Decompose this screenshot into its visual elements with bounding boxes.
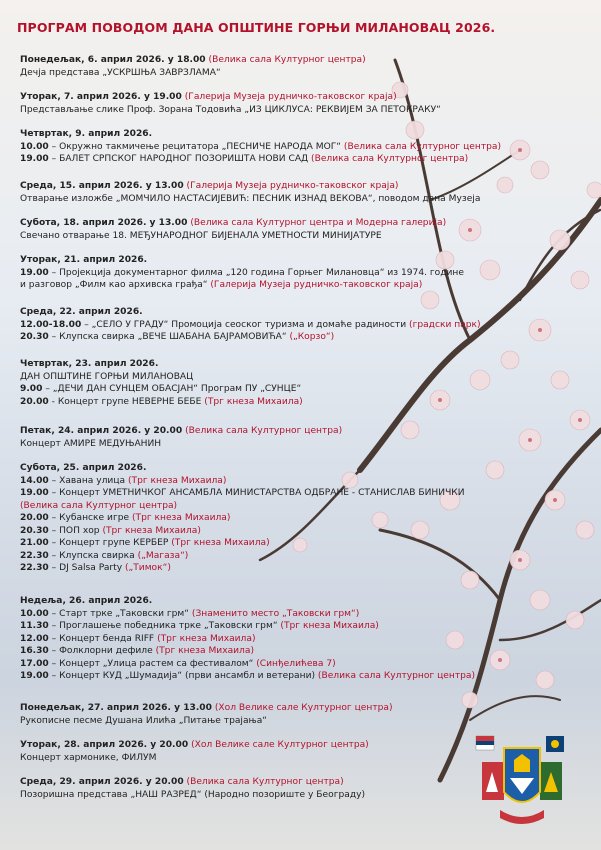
- event-heading: [20, 128, 501, 141]
- event-line: [20, 487, 465, 500]
- event-date: Субота, 25. април 2026.: [20, 463, 147, 473]
- event-line: [20, 438, 342, 451]
- event-line: [20, 67, 366, 80]
- event-description: – Хавана улица: [48, 475, 126, 486]
- event-line: [20, 141, 501, 154]
- event-description: – ПОП хор: [48, 525, 100, 536]
- event-heading: [20, 425, 342, 438]
- event-block: [20, 358, 303, 408]
- event-time: 20.30: [20, 525, 49, 536]
- event-location: („Магаза“): [134, 550, 189, 561]
- event-location: (Галерија Музеја рудничко-таковског краја): [183, 181, 399, 191]
- event-location: (Синђелићева 7): [253, 658, 336, 669]
- event-location: (Трг кнеза Михаила): [129, 513, 231, 523]
- event-description: – Проглашење победника трке „Таковски грм“: [48, 621, 278, 631]
- event-line: [20, 193, 480, 206]
- event-description: Рукописне песме Душана Илића „Питање трајања“: [20, 715, 267, 726]
- event-time: 19.00: [20, 671, 49, 681]
- event-location: (Знаменито место „Таковски грм“): [189, 608, 360, 619]
- event-description: – Концерт групе КЕРБЕР: [48, 538, 169, 548]
- event-description: Отварање изложбе „МОМЧИЛО НАСТАСИЈЕВИЋ: ПЕСНИК ИЗНАД ВЕКОВА“, поводом дана Музеја: [20, 193, 481, 204]
- event-location: (Трг кнеза Михаила): [99, 525, 201, 536]
- event-date: Уторак, 28. април 2026. у 20.00: [20, 740, 189, 750]
- event-time: 14.00: [20, 475, 49, 486]
- event-description: – Концерт КУД „Шумадија“ (први ансамбл и ветерани): [48, 671, 316, 681]
- event-description: и разговор „Филм као архивска грађа“: [20, 280, 208, 290]
- event-time: 20.00: [20, 396, 49, 407]
- event-block: [20, 776, 365, 801]
- event-date: Уторак, 7. април 2026. у 19.00: [20, 92, 182, 102]
- event-line: [20, 230, 446, 243]
- event-line: [20, 331, 481, 344]
- event-location: (Велика сала Културног центра и Модерна галерија): [187, 218, 447, 228]
- event-description: – БАЛЕТ СРПСКОГ НАРОДНОГ ПОЗОРИШТА НОВИ САД: [48, 154, 309, 164]
- event-description: – Кубанске игре: [48, 513, 130, 523]
- event-line: [20, 104, 441, 117]
- event-description: Позоришна представа „НАШ РАЗРЕД“ (Народно позориште у Београду): [20, 789, 366, 800]
- event-location: (Хол Велике сале Културног центра): [188, 740, 369, 750]
- event-heading: [20, 776, 365, 789]
- event-time: 11.30: [20, 621, 49, 631]
- event-block: [20, 91, 441, 116]
- event-date: Четвртак, 9. април 2026.: [20, 129, 153, 139]
- event-description: – „ДЕЧИ ДАН СУНЦЕМ ОБАСЈАН“ Програм ПУ „СУНЦЕ“: [42, 384, 302, 394]
- event-location: (Велика сала Културног центра): [183, 777, 344, 787]
- event-time: 12.00-18.00: [20, 319, 82, 330]
- event-location: („Корзо“): [286, 332, 335, 342]
- event-location: (Трг кнеза Михаила): [201, 396, 303, 407]
- event-block: [20, 462, 465, 575]
- event-location: (Галерија Музеја рудничко-таковског краја): [181, 92, 397, 102]
- event-description: - Концерт групе НЕВЕРНЕ БЕБЕ: [48, 396, 202, 407]
- event-location: (Велика сала Културног центра): [341, 141, 502, 152]
- event-description: Дечја представа „УСКРШЊА ЗАВРЗЛАМА“: [20, 67, 221, 78]
- event-heading: [20, 595, 475, 608]
- event-description: ДАН ОПШТИНЕ ГОРЊИ МИЛАНОВАЦ: [20, 371, 194, 382]
- event-block: [20, 702, 393, 727]
- event-date: Среда, 22. април 2026.: [20, 307, 143, 317]
- event-line: [20, 537, 465, 550]
- event-block: [20, 54, 366, 79]
- event-block: [20, 180, 480, 205]
- event-line: [20, 267, 464, 280]
- event-heading: [20, 739, 369, 752]
- event-date: Понедељак, 27. април 2026. у 13.00: [20, 703, 212, 713]
- event-description: Концерт АМИРЕ МЕДУЊАНИН: [20, 438, 162, 449]
- event-location: (Трг кнеза Михаила): [125, 475, 227, 486]
- event-line: [20, 645, 475, 658]
- event-heading: [20, 254, 464, 267]
- event-line: [20, 715, 393, 728]
- event-description: – Концерт бенда RIFF: [48, 633, 155, 644]
- event-location: (Велика сала Културног центра): [182, 426, 343, 436]
- event-location: (Трг кнеза Михаила): [277, 621, 379, 631]
- event-time: 22.30: [20, 550, 49, 561]
- event-location: (Галерија Музеја рудничко-таковског краја): [207, 280, 423, 290]
- event-description: – Старт трке „Таковски грм“: [48, 608, 189, 619]
- event-date: Понедељак, 6. април 2026. у 18.00: [20, 55, 206, 65]
- event-heading: [20, 180, 480, 193]
- event-description: Представљање слике Проф. Зорана Тодовића „ИЗ ЦИКЛУСА: РЕКВИЈЕМ ЗА ПЕТОКРАКУ“: [20, 104, 441, 115]
- event-heading: [20, 306, 481, 319]
- event-line: [20, 319, 481, 332]
- event-time: 21.00: [20, 538, 49, 548]
- event-line: [20, 512, 465, 525]
- event-line: [20, 371, 303, 384]
- event-block: [20, 128, 501, 166]
- event-line: [20, 383, 303, 396]
- event-line: [20, 658, 475, 671]
- page-title: ПРОГРАМ ПОВОДОМ ДАНА ОПШТИНЕ ГОРЊИ МИЛАНОВАЦ 2026.: [17, 20, 496, 35]
- event-line: [20, 550, 465, 563]
- event-description: – Пројекција документарног филма „120 година Горњег Милановца“ из 1974. године: [48, 267, 464, 278]
- event-description: – Окружно такмичење рецитатора „ПЕСНИЧЕ НАРОДА МОГ“: [48, 141, 342, 152]
- event-date: Недеља, 26. април 2026.: [20, 596, 153, 606]
- event-line: [20, 475, 465, 488]
- event-time: 10.00: [20, 608, 49, 619]
- event-heading: [20, 91, 441, 104]
- event-heading: [20, 54, 366, 67]
- event-location: (Трг кнеза Михаила): [168, 538, 270, 548]
- event-line: [20, 633, 475, 646]
- event-heading: [20, 462, 465, 475]
- event-description: – DJ Salsa Party: [48, 563, 123, 573]
- event-time: 19.00: [20, 267, 49, 278]
- event-time: 17.00: [20, 658, 49, 669]
- event-description: – Фолклорни дефиле: [48, 646, 153, 656]
- event-block: [20, 425, 342, 450]
- event-location: (Трг кнеза Михаила): [152, 646, 254, 656]
- event-date: Среда, 15. април 2026. у 13.00: [20, 181, 184, 191]
- event-time: 9.00: [20, 384, 43, 394]
- event-description: – Концерт УМЕТНИЧКОГ АНСАМБЛА МИНИСТАРСТВА ОДБРАНЕ - СТАНИСЛАВ БИНИЧКИ: [48, 488, 465, 498]
- event-time: 12.00: [20, 633, 49, 644]
- event-heading: [20, 358, 303, 371]
- event-line: [20, 562, 465, 575]
- event-location: (Велика сала Културног центра): [315, 671, 476, 681]
- event-heading: [20, 217, 446, 230]
- event-location: (Велика сала Културног центра): [308, 154, 469, 164]
- event-time: 16.30: [20, 646, 49, 656]
- event-time: 22.30: [20, 563, 49, 573]
- event-description: – Клупска свирка: [48, 550, 135, 561]
- event-time: 20.00: [20, 513, 49, 523]
- event-line: [20, 279, 464, 292]
- event-time: 19.00: [20, 488, 49, 498]
- event-description: Концерт хармонике, ФИЛУМ: [20, 752, 157, 763]
- event-line: [20, 608, 475, 621]
- event-description: – Клупска свирка „ВЕЧЕ ШАБАНА БАЈРАМОВИЋА“: [48, 332, 287, 342]
- event-heading: [20, 702, 393, 715]
- event-line: [20, 789, 365, 802]
- event-block: [20, 595, 475, 683]
- event-location: (Хол Велике сале Културног центра): [211, 703, 393, 713]
- event-location: (Велика сала Културног центра): [20, 500, 178, 511]
- event-line: [20, 500, 465, 513]
- event-block: [20, 217, 446, 242]
- event-line: [20, 396, 303, 409]
- event-line: [20, 620, 475, 633]
- event-description: – Концерт „Улица растем са фестивалом“: [48, 658, 254, 669]
- event-description: – „СЕЛО У ГРАДУ“ Промоција сеоског туризма и домаће радиности: [81, 319, 407, 330]
- event-location: („Тимок“): [122, 563, 171, 573]
- event-date: Петак, 24. април 2026. у 20.00: [20, 426, 183, 436]
- event-line: [20, 752, 369, 765]
- event-location: (Трг кнеза Михаила): [154, 633, 256, 644]
- event-date: Четвртак, 23. април 2026.: [20, 359, 159, 369]
- event-block: [20, 739, 369, 764]
- event-date: Субота, 18. април 2026. у 13.00: [20, 218, 188, 228]
- event-line: [20, 525, 465, 538]
- event-time: 19.00: [20, 154, 49, 164]
- event-block: [20, 306, 481, 344]
- event-block: [20, 254, 464, 292]
- municipal-coat-of-arms-logo: [474, 732, 570, 832]
- event-date: Уторак, 21. април 2026.: [20, 255, 148, 265]
- event-location: (Велика сала Културног центра): [205, 55, 366, 65]
- event-time: 20.30: [20, 332, 49, 342]
- event-line: [20, 153, 501, 166]
- event-date: Среда, 29. април 2026. у 20.00: [20, 777, 184, 787]
- event-line: [20, 670, 475, 683]
- event-time: 10.00: [20, 141, 49, 152]
- event-description: Свечано отварање 18. МЕЂУНАРОДНОГ БИЈЕНАЛА УМЕТНОСТИ МИНИЈАТУРЕ: [20, 230, 382, 241]
- event-location: (градски парк): [406, 319, 481, 330]
